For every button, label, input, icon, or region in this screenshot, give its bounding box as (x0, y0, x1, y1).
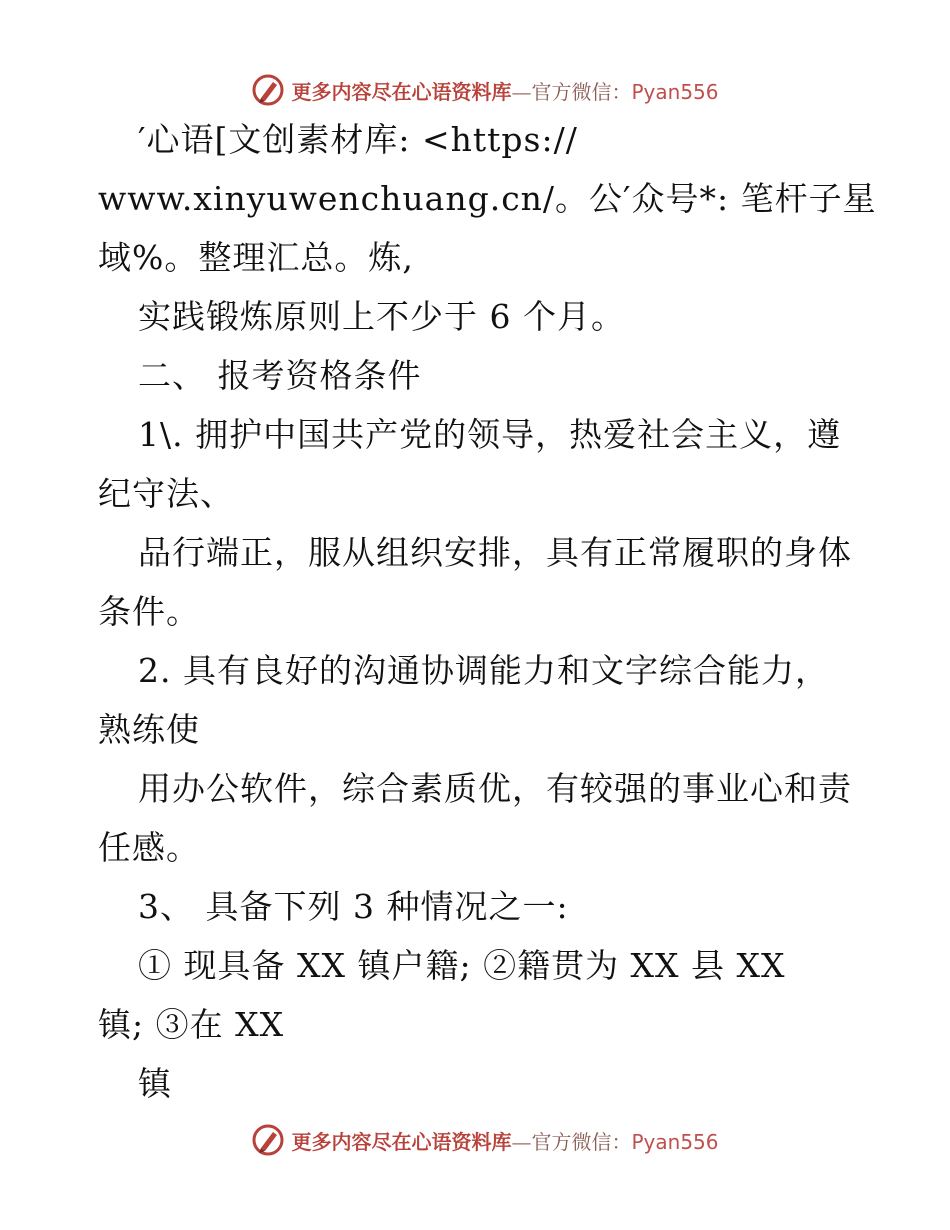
text-line: 3、 具备下列 3 种情况之一: (138, 887, 569, 926)
text-line: 熟练使 (98, 710, 200, 749)
banner-dash: — (511, 79, 532, 104)
banner-main-text: 更多内容尽在心语资料库 (291, 1129, 512, 1154)
footer-watermark-banner (0, 1120, 950, 1160)
text-line: 2. 具有良好的沟通协调能力和文字综合能力， (138, 651, 829, 690)
text-line: ′心语[文创素材库: <https:// (138, 120, 578, 159)
text-line: 品行端正，服从组织安排，具有正常履职的身体 (138, 533, 852, 572)
text-line: 1\. 拥护中国共产党的领导，热爱社会主义，遵 (138, 415, 842, 454)
text-line: ① 现具备 XX 镇户籍; ②籍贯为 XX 县 XX (138, 946, 786, 985)
text-line: 任感。 (98, 828, 200, 867)
banner-account: Pyan556 (631, 1129, 719, 1154)
banner-main-text: 更多内容尽在心语资料库 (291, 79, 512, 104)
pen-logo-icon (251, 73, 285, 107)
banner-account: Pyan556 (631, 79, 719, 104)
text-line: 域%。整理汇总。炼, (98, 238, 414, 277)
banner-wechat-label: 官方微信： (531, 79, 632, 104)
text-line: www.xinyuwenchuang.cn/。公′众号*: 笔杆子星 (98, 179, 877, 218)
text-line: 镇 (138, 1064, 172, 1103)
banner-wechat-label: 官方微信： (531, 1129, 632, 1154)
text-line: 镇; ③在 XX (98, 1005, 285, 1044)
text-line: 条件。 (98, 592, 200, 631)
section-heading: 二、 报考资格条件 (138, 356, 422, 395)
text-line: 纪守法、 (98, 474, 234, 513)
document-body (98, 110, 877, 1113)
text-line: 实践锻炼原则上不少于 6 个月。 (138, 297, 625, 336)
banner-dash: — (511, 1129, 532, 1154)
text-line: 用办公软件，综合素质优，有较强的事业心和责 (138, 769, 852, 808)
pen-logo-icon (251, 1123, 285, 1157)
header-watermark-banner (0, 70, 950, 110)
